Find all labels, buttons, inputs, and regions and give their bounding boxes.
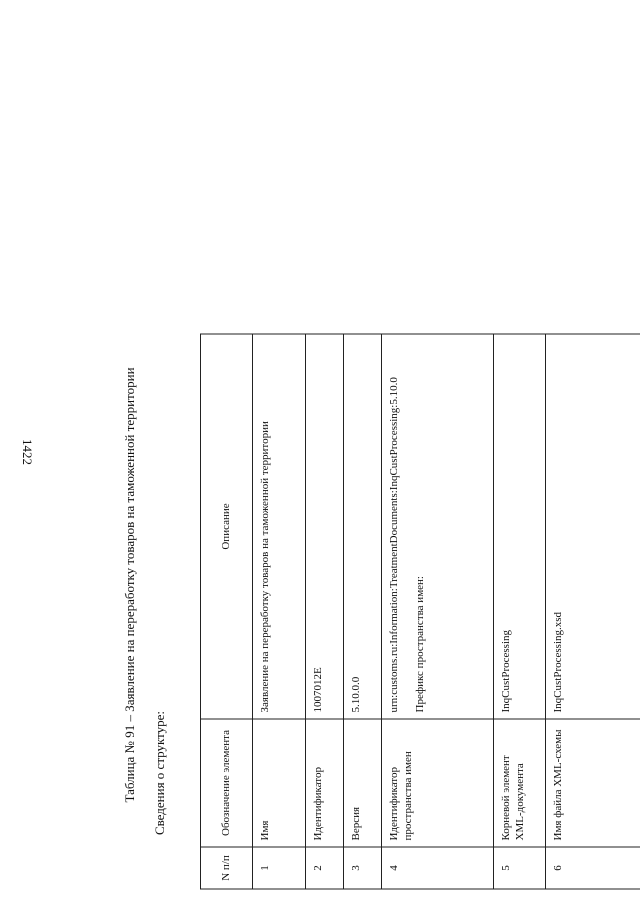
row-number: 6 (546, 847, 640, 889)
row-number: 5 (494, 847, 546, 889)
structure-subtitle: Сведения о структуре: (152, 710, 167, 836)
row-number: 4 (382, 847, 494, 889)
structure-table-wrapper (200, 335, 640, 890)
table-row (344, 334, 382, 889)
table-caption: Таблица № 91 – Заявление на переработку товаров на таможенной территории (122, 367, 137, 803)
row-description: InqCustProcessing (494, 334, 546, 719)
header-number: N п/п (201, 847, 253, 889)
row-element-name: Имя файла XML-схемы (546, 719, 640, 847)
header-element-name: Обозначение элемента (201, 719, 253, 847)
row-description: urn:customs.ru:Information:TreatmentDocuments:InqCustProcessing:5.10.0 (388, 377, 400, 713)
row-element-name: Идентификатор пространства имен (382, 719, 494, 847)
table-row (546, 334, 640, 889)
row-description: 5.10.0.0 (344, 334, 382, 719)
header-description: Описание (201, 334, 253, 719)
page-number: 1422 (20, 439, 35, 465)
table-row (494, 334, 546, 889)
row-element-name: Версия (344, 719, 382, 847)
row-element-name: Идентификатор (306, 719, 344, 847)
row-number: 1 (253, 847, 306, 889)
row-description: InqCustProcessing.xsd (546, 334, 640, 719)
row-number: 2 (306, 847, 344, 889)
table-row (382, 334, 494, 889)
table-header-row (201, 334, 253, 889)
row-description: Заявление на переработку товаров на таможенной территории (253, 334, 306, 719)
structure-table (200, 334, 640, 890)
table-row (306, 334, 344, 889)
row-element-name: Имя (253, 719, 306, 847)
row-description-cell (382, 334, 494, 719)
row-element-name: Корневой элемент XML-документа (494, 719, 546, 847)
namespace-prefix-label: Префикс пространства имен: (413, 576, 426, 713)
row-number: 3 (344, 847, 382, 889)
row-description: 1007012E (306, 334, 344, 719)
table-row (253, 334, 306, 889)
